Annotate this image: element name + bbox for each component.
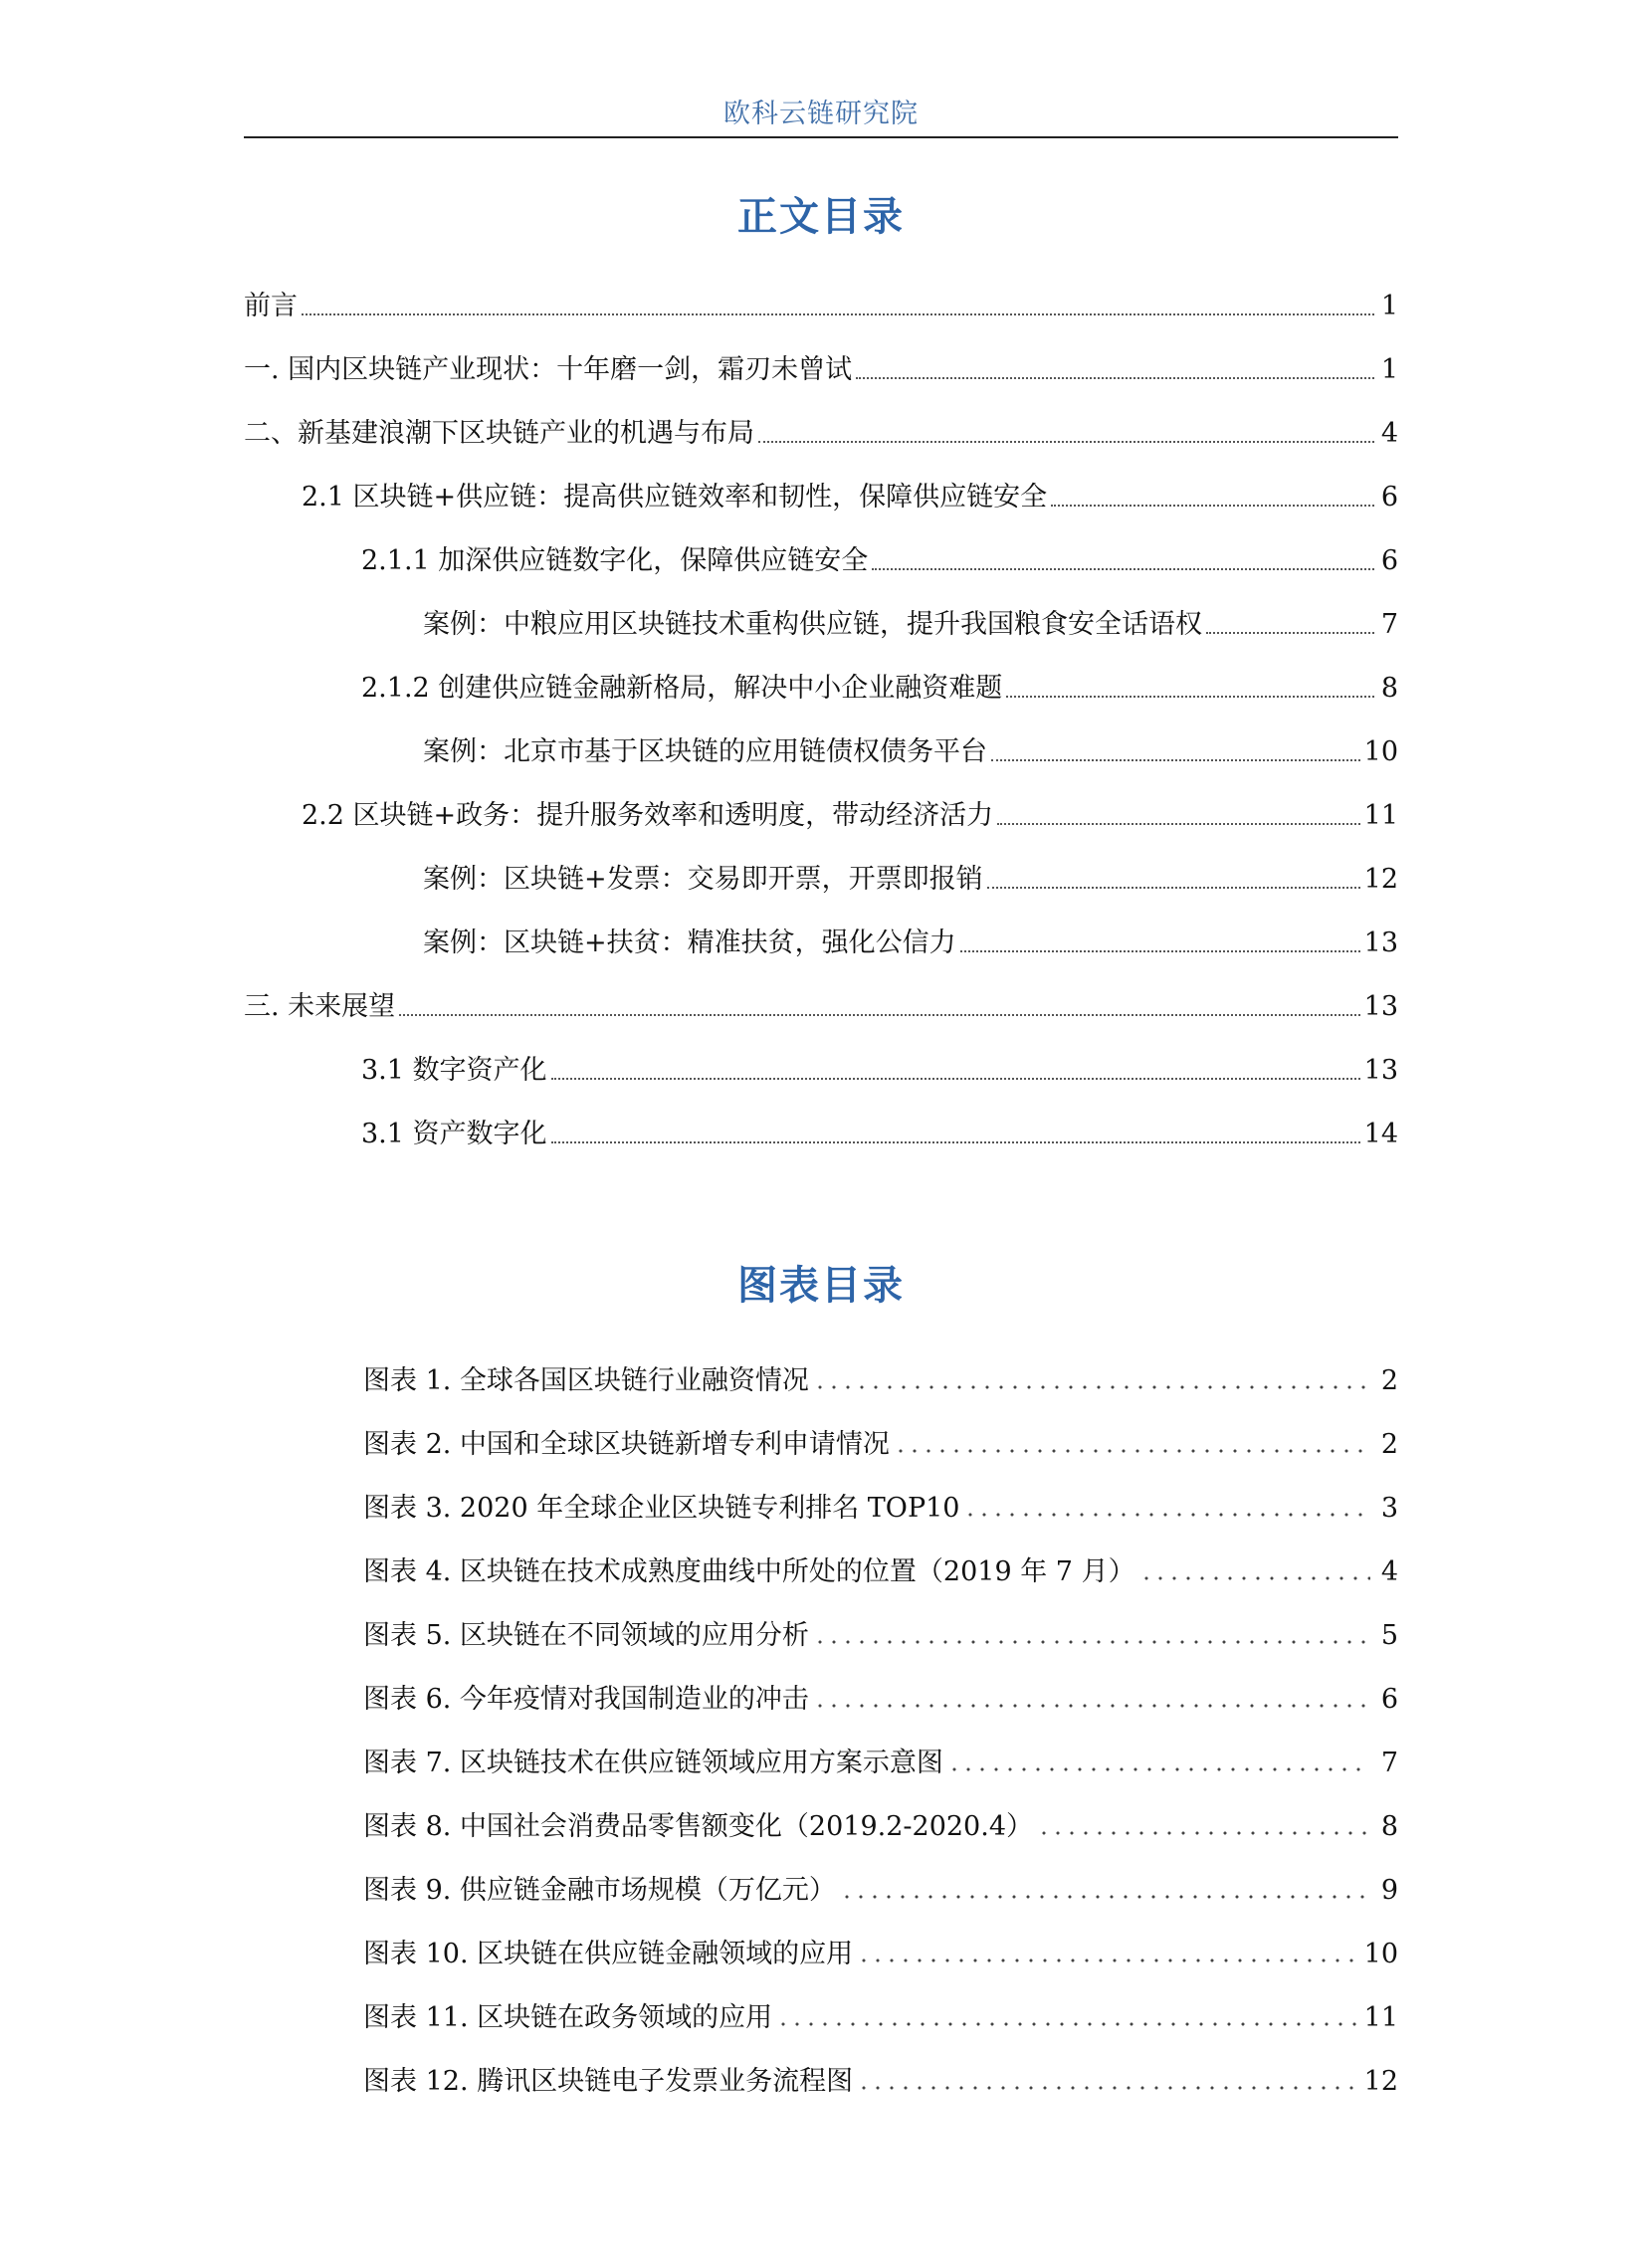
toc-entry-page: 1 [1380,354,1398,385]
figure-dot-leader [857,1959,1356,1962]
toc-entry-label: 三. 未来展望 [244,991,399,1023]
toc-entry-label: 案例：中粮应用区块链技术重构供应链，提升我国粮食安全话语权 [423,609,1206,641]
figure-entry-page: 10 [1363,1939,1398,1969]
toc-entry[interactable] [244,896,1398,959]
figure-entry[interactable] [363,1652,1398,1716]
toc-entry-page: 13 [1363,1055,1398,1086]
list-of-figures [363,1334,1398,2098]
figure-dot-leader [840,1895,1370,1899]
figure-dot-leader [813,1704,1370,1708]
figure-entry-page: 11 [1363,2002,1398,2033]
figure-entry-page: 12 [1363,2066,1398,2097]
figure-entry-page: 5 [1380,1620,1398,1651]
toc-entry-page: 4 [1380,418,1398,449]
figure-entry-label: 图表 3. 2020 年全球企业区块链专利排名 TOP10 [363,1493,960,1524]
toc-entry-label: 二、新基建浪潮下区块链产业的机遇与布局 [244,418,758,450]
toc-entry[interactable] [244,641,1398,705]
figure-entry[interactable] [363,1970,1398,2034]
toc-entry-page: 1 [1380,291,1398,321]
figure-entry-label: 图表 6. 今年疫情对我国制造业的冲击 [363,1684,809,1715]
running-header: 欧科云链研究院 [723,99,919,129]
toc-dot-leader [987,887,1360,889]
figure-dot-leader [894,1449,1370,1453]
figure-entry-label: 图表 8. 中国社会消费品零售额变化（2019.2-2020.4） [363,1811,1033,1842]
figure-entry[interactable] [363,1907,1398,1970]
toc-entry[interactable] [244,450,1398,514]
toc-entry-label: 案例：区块链+扶贫：精准扶贫，强化公信力 [423,928,960,959]
toc-dot-leader [997,823,1359,825]
figure-entry[interactable] [363,1461,1398,1525]
figure-entry-label: 图表 11. 区块链在政务领域的应用 [363,2002,773,2033]
figure-dot-leader [813,1640,1370,1644]
toc-dot-leader [960,950,1360,952]
figure-dot-leader [1037,1831,1370,1835]
figure-entry-label: 图表 2. 中国和全球区块链新增专利申请情况 [363,1429,890,1460]
toc-entry[interactable] [244,1087,1398,1150]
figure-entry[interactable] [363,1843,1398,1907]
figure-entry[interactable] [363,1397,1398,1461]
toc-entry-page: 6 [1380,482,1398,513]
figure-entry-label: 图表 9. 供应链金融市场规模（万亿元） [363,1875,836,1906]
figure-entry-page: 4 [1380,1556,1398,1587]
toc-entry-page: 12 [1363,864,1398,895]
toc-dot-leader [856,377,1374,379]
toc-title: 正文目录 [737,194,905,240]
toc-dot-leader [399,1014,1359,1016]
toc-dot-leader [758,441,1374,443]
toc-entry-page: 13 [1363,928,1398,958]
figure-entry-page: 9 [1380,1875,1398,1906]
figure-entry[interactable] [363,1588,1398,1652]
toc-entry[interactable] [244,322,1398,386]
toc-entry-label: 2.1 区块链+供应链：提高供应链效率和韧性，保障供应链安全 [302,482,1051,514]
figure-entry[interactable] [363,1334,1398,1397]
toc-entry[interactable] [244,514,1398,577]
figure-dot-leader [1139,1576,1370,1580]
figure-dot-leader [776,2022,1356,2026]
figure-dot-leader [813,1385,1370,1389]
toc-dot-leader [1006,696,1374,698]
toc-entry-label: 前言 [244,291,302,322]
figure-entry-page: 6 [1380,1684,1398,1715]
figure-entry-page: 3 [1380,1493,1398,1524]
toc-dot-leader [551,1078,1360,1080]
figure-entry-label: 图表 5. 区块链在不同领域的应用分析 [363,1620,809,1651]
figure-list-title: 图表目录 [737,1263,905,1309]
toc-entry-label: 3.1 资产数字化 [361,1119,551,1150]
figure-entry[interactable] [363,1525,1398,1588]
toc-entry-page: 13 [1363,991,1398,1022]
toc-entry-label: 案例：区块链+发票：交易即开票，开票即报销 [423,864,987,896]
figure-entry-label: 图表 10. 区块链在供应链金融领域的应用 [363,1939,854,1969]
toc-entry[interactable] [244,1023,1398,1087]
figure-entry[interactable] [363,1716,1398,1779]
toc-entry-page: 14 [1363,1119,1398,1149]
toc-dot-leader [1051,505,1374,507]
toc-dot-leader [1206,632,1374,634]
toc-entry[interactable] [244,705,1398,768]
figure-dot-leader [857,2086,1356,2090]
toc-entry-page: 6 [1380,545,1398,576]
toc-entry-label: 案例：北京市基于区块链的应用链债权债务平台 [423,736,991,768]
header-divider [244,136,1398,138]
figure-entry-page: 2 [1380,1365,1398,1396]
figure-entry-label: 图表 4. 区块链在技术成熟度曲线中所处的位置（2019 年 7 月） [363,1556,1135,1587]
toc-entry-label: 2.1.2 创建供应链金融新格局，解决中小企业融资难题 [361,673,1006,705]
toc-entry-label: 2.2 区块链+政务：提升服务效率和透明度，带动经济活力 [302,800,997,832]
toc-entry-page: 7 [1380,609,1398,640]
toc-entry-label: 一. 国内区块链产业现状：十年磨一剑，霜刃未曾试 [244,354,856,386]
toc-entry-page: 10 [1363,736,1398,767]
toc-entry[interactable] [244,768,1398,832]
figure-entry[interactable] [363,2034,1398,2098]
figure-entry-page: 7 [1380,1748,1398,1778]
figure-entry-label: 图表 1. 全球各国区块链行业融资情况 [363,1365,809,1396]
toc-entry[interactable] [244,386,1398,450]
toc-dot-leader [551,1141,1360,1143]
toc-entry[interactable] [244,259,1398,322]
toc-dot-leader [872,568,1374,570]
figure-entry-page: 8 [1380,1811,1398,1842]
figure-dot-leader [947,1767,1370,1771]
figure-entry-page: 2 [1380,1429,1398,1460]
toc-entry-page: 8 [1380,673,1398,704]
toc-entry-label: 3.1 数字资产化 [361,1055,551,1087]
toc-entry-page: 11 [1363,800,1398,831]
toc-entry-label: 2.1.1 加深供应链数字化，保障供应链安全 [361,545,872,577]
toc-entry[interactable] [244,577,1398,641]
toc-dot-leader [991,759,1360,761]
table-of-contents [244,259,1398,1150]
toc-dot-leader [302,313,1374,315]
figure-entry-label: 图表 7. 区块链技术在供应链领域应用方案示意图 [363,1748,943,1778]
figure-entry-label: 图表 12. 腾讯区块链电子发票业务流程图 [363,2066,854,2097]
toc-entry[interactable] [244,832,1398,896]
toc-entry[interactable] [244,959,1398,1023]
figure-entry[interactable] [363,1779,1398,1843]
figure-dot-leader [963,1513,1370,1517]
